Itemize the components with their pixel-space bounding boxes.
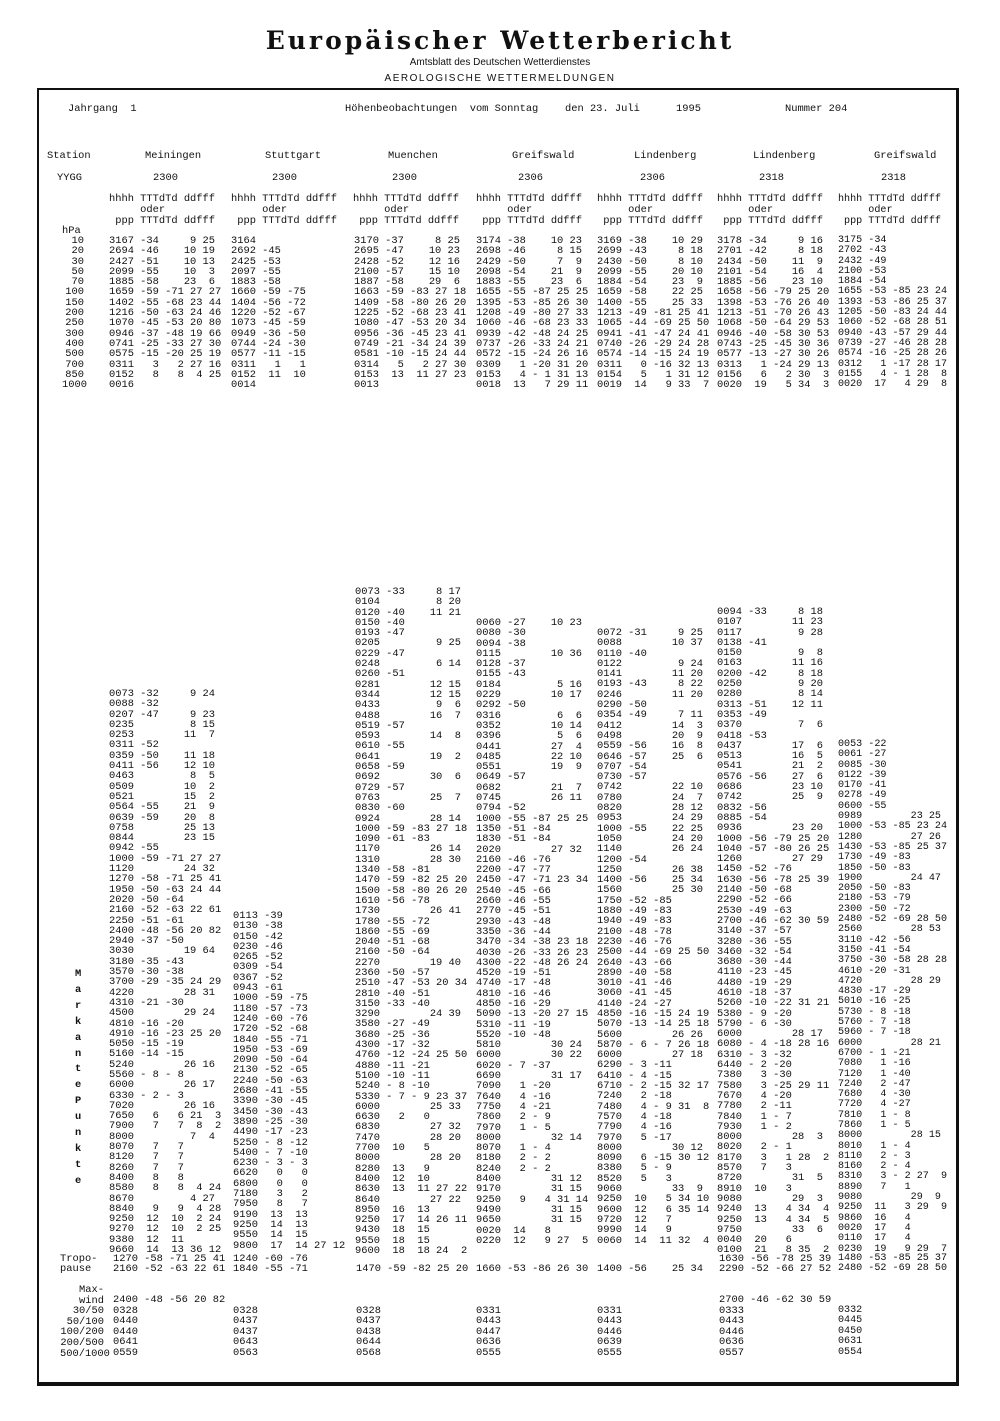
maxwind-levels: Max- wind 30/50 50/100 100/200 200/500 500/1000 (60, 1284, 110, 1360)
vertical-letter: u (75, 1111, 82, 1124)
station-yygg: 2300 (392, 172, 417, 184)
vertical-letter: r (75, 999, 82, 1012)
tropopause-data: 1480 -53 -85 25 37 2480 -52 -69 28 50 (838, 1253, 948, 1275)
tropopause-data: 1470 -59 -82 25 20 (356, 1263, 469, 1275)
report-date: den 23. Juli (565, 103, 640, 115)
markante-punkte-label (75, 967, 81, 1190)
jahrgang-label: Jahrgang 1 (68, 103, 137, 115)
station-yygg: 2300 (272, 172, 297, 184)
station-yygg: 2306 (640, 172, 665, 184)
vertical-letter: n (75, 1047, 82, 1060)
maxwind-data: 0331 0443 0446 0639 0555 (597, 1304, 622, 1359)
maxwind-data: 2400 -48 -56 20 82 0328 0440 0440 0641 0559 (113, 1294, 226, 1359)
significant-levels: 0060 -27 10 23 0080 -30 0094 -38 0115 10 36 0128 -37 0155 -43 0184 5 16 0229 10 17 0292 -50 0316 6 6 0352 10 14 0396 5 6 0441 27 4 0485 22 10 0551 19 9 0649 -57 0682 21 7 0745 26 11 0794 -52 1000 -55 -87 25 25 1350 -51 -84 1830 -51 -84 2020 27 32 2160 -46 -76 2200 -47 -77 2450 -47 -71 23 34 2540 -45 -66 2660 -46 -55 2770 -45 -51 2930 -43 -48 3350 -36 -44 3470 -34 -38 23 18 4030 -26 -33 26 23 4300 -22 -48 26 24 4520 -19 -51 4740 -17 -48 4810 -16 -46 4850 -16 -29 5090 -13 -20 27 15 5310 -11 -19 5520 -10 -48 5810 30 24 6000 30 22 6020 - 7 -37 6690 31 17 7090 1 -20 7640 4 -16 7750 4 -21 7860 2 - 9 7970 1 - 5 8000 32 14 8070 1 - 4 8180 2 - 2 8240 2 - 2 8400 31 12 9170 31 15 9250 9 4 31 14 9490 31 15 9650 31 15 0020 14 8 0220 12 9 27 5 (476, 617, 589, 1247)
column-header: hhhh TTTdTd ddfff oder ppp TTTdTd ddfff (476, 193, 583, 227)
column-header: hhhh TTTdTd ddfff oder ppp TTTdTd ddfff (717, 193, 824, 227)
vertical-letter: n (75, 1127, 82, 1140)
vertical-letter: P (75, 1095, 82, 1108)
vertical-letter: a (75, 983, 82, 996)
significant-levels: 0053 -22 0061 -27 0085 -30 0122 -39 0170 -41 0278 -49 0600 -55 0989 23 25 1000 -53 -85 23 24 1280 27 26 1430 -53 -85 25 37 1730 -49 -83 1850 -50 -83 1900 24 47 2050 -50 -83 2180 -53 -79 2300 -50 -72 2480 -52 -69 28 50 2560 28 53 3110 -42 -56 3150 -41 -54 3750 -30 -58 28 28 4610 -20 -31 4720 28 29 4830 -17 -29 5010 -16 -25 5730 - 8 -18 5760 - 7 -18 5960 - 7 -18 6000 28 21 6700 - 1 -21 7080 1 -16 7120 1 -40 7240 2 -47 7680 4 -30 7720 4 -27 7810 1 - 8 7860 1 - 5 8000 28 15 8010 1 - 4 8110 2 - 3 8160 2 - 4 8310 3 - 2 27 9 8890 7 1 9080 29 9 9250 11 3 29 9 9860 16 4 0020 17 4 0110 17 4 0230 19 9 29 7 (838, 739, 948, 1255)
tropopause-data: 1630 -56 -78 25 39 2290 -52 -66 27 52 (719, 1253, 832, 1276)
vertical-letter: M (75, 968, 82, 980)
significant-levels: 0094 -33 8 18 0107 11 23 0117 9 28 0138 -41 0150 9 8 0163 11 16 0200 -42 8 18 0250 9 20 0280 8 14 0313 -51 12 11 0353 -49 0370 7 6 0418 -53 0437 17 6 0513 16 5 0541 21 2 0576 -56 27 6 0686 23 10 0742 25 9 0832 -56 0885 -54 0936 23 20 1000 -56 -79 25 20 1040 -57 -80 26 25 1260 27 29 1450 -52 -76 1630 -56 -78 25 39 2140 -50 -68 2290 -52 -66 2530 -49 -63 2700 -46 -62 30 59 3140 -37 -57 3280 -36 -55 3460 -32 -54 3680 -30 -44 4110 -23 -45 4480 -19 -29 4610 -18 -37 5260 -10 -22 31 21 5380 - 9 -20 5790 - 6 -30 6000 28 17 6080 - 4 -18 28 16 6310 - 3 -32 6440 - 2 -20 7380 3 -30 7580 3 -25 29 11 7670 4 -20 7780 2 -11 7840 1 - 7 7930 1 - 2 8000 28 3 8020 2 - 1 8170 3 1 28 2 8570 7 3 8720 31 5 8910 10 3 9080 29 3 9240 13 4 34 4 9250 13 4 34 5 9750 33 6 0040 20 6 0100 21 8 35 2 (717, 606, 830, 1257)
tropopause-label: Tropo- pause (60, 1253, 98, 1276)
tropopause-data: 1240 -60 -76 1840 -55 -71 (233, 1253, 308, 1276)
vertical-letter: e (75, 1079, 82, 1092)
vertical-letter: t (75, 1063, 82, 1076)
station-yygg: 2318 (759, 172, 784, 184)
station-name: Meiningen (145, 150, 202, 162)
column-header: hhhh TTTdTd ddfff oder ppp TTTdTd ddfff (838, 194, 941, 227)
vertical-letter: a (75, 1031, 82, 1044)
standard-levels: 3175 -34 2702 -43 2432 -49 2100 -53 1884 -54 1655 -53 -85 23 24 1393 -53 -86 25 37 1205 -50 -83 24 44 1060 -52 -68 28 51 0940 -43 -57 29 44 0739 -27 -46 28 28 0574 -16 -25 28 26 0312 1 -17 28 17 0155 4 - 1 28 8 0020 17 4 29 8 (838, 235, 948, 391)
significant-levels: 0072 -31 9 25 0088 10 37 0110 -40 0122 9 24 0141 11 20 0193 -43 8 22 0246 11 20 0290 -50 0354 -49 7 11 0412 14 3 0498 20 9 0559 -56 16 8 0646 -57 25 6 0707 -54 0730 -57 0742 22 10 0780 24 7 0820 28 12 0953 24 29 1000 -55 22 25 1050 24 20 1140 26 24 1200 -54 1250 26 38 1400 -56 25 34 1560 25 30 1750 -52 -85 1880 -49 -83 1940 -49 -83 2100 -48 -78 2230 -46 -76 2500 -44 -69 25 50 2640 -43 -66 2890 -40 -58 3010 -41 -46 3060 -41 -45 4140 -24 -27 4850 -16 -15 24 19 5070 -13 -14 25 18 5600 26 26 5870 - 6 - 7 26 18 6000 27 18 6290 - 3 -11 6410 - 4 -15 6710 - 2 -15 32 17 7240 2 -18 7480 4 - 9 31 8 7570 4 -18 7790 4 -16 7970 5 -17 8000 30 12 8090 6 -15 30 12 8380 5 - 9 8520 5 3 9060 33 9 9250 10 5 34 10 9600 12 6 35 14 9720 12 7 9990 14 9 0060 14 11 32 4 (597, 627, 710, 1247)
maxwind-data: 0328 0437 0438 0644 0568 (356, 1304, 381, 1359)
station-yygg: 2306 (518, 172, 543, 184)
tropopause-data: 1400 -56 25 34 (597, 1263, 704, 1275)
vertical-letter: e (75, 1174, 82, 1187)
maxwind-data: 0331 0443 0447 0636 0555 (476, 1304, 501, 1359)
standard-levels: 3170 -37 8 25 2695 -47 10 23 2428 -52 12 16 2100 -57 15 10 1887 -58 29 6 1663 -59 -83 27 18 1409 -58 -80 26 20 1225 -52 -68 23 41 1080 -47 -53 20 34 0956 -36 -45 23 41 0749 -21 -34 24 39 0581 -10 -15 24 44 0314 5 2 27 30 0153 13 11 27 23 0013 (354, 235, 467, 392)
standard-levels: 3178 -34 9 16 2701 -42 8 18 2434 -50 11 9 2101 -54 16 4 1885 -56 23 10 1658 -56 -79 25 20 1398 -53 -76 26 40 1213 -51 -70 26 43 1068 -50 -64 29 53 0946 -40 -58 30 53 0743 -25 -45 30 36 0577 -13 -27 30 26 0313 1 -24 29 13 0156 6 2 30 3 0020 19 5 34 3 (717, 235, 830, 392)
standard-levels: 3174 -38 10 23 2698 -46 8 15 2429 -50 7 9 2098 -54 21 9 1883 -55 23 6 1655 -55 -87 25 25 1395 -53 -85 26 30 1208 -49 -80 27 33 1060 -46 -68 23 33 0939 -42 -48 24 25 0737 -26 -33 24 21 0572 -15 -24 26 16 0309 1 -20 31 20 0153 4 - 1 31 13 0018 13 7 29 11 (476, 235, 589, 392)
tropopause-data: 1270 -58 -71 25 41 2160 -52 -63 22 61 (113, 1253, 226, 1276)
vertical-letter: k (75, 1015, 82, 1028)
publisher-subtitle: Amtsblatt des Deutschen Wetterdienstes (409, 57, 591, 68)
hpa-label: hPa (62, 225, 81, 237)
vertical-letter: k (75, 1142, 82, 1155)
station-name: Lindenberg (753, 150, 816, 162)
column-header: hhhh TTTdTd ddfff oder ppp TTTdTd ddfff (597, 193, 704, 227)
standard-levels: 3169 -38 10 29 2699 -43 8 18 2430 -50 8 10 2099 -55 20 10 1884 -54 23 9 1659 -58 22 25 1400 -55 25 33 1213 -49 -81 25 41 1065 -44 -69 25 50 0941 -41 -47 24 41 0740 -26 -29 24 28 0574 -14 -15 24 19 0311 0 -16 32 13 0154 5 1 31 12 0019 14 9 33 7 (597, 235, 710, 392)
pressure-levels: 10 20 30 50 70 100 150 200 250 300 400 500 700 850 1000 (62, 235, 87, 392)
report-number: Nummer 204 (785, 103, 848, 115)
maxwind-data: 0328 0437 0437 0643 0563 (233, 1304, 258, 1359)
standard-levels: 3167 -34 9 25 2694 -46 10 19 2427 -51 10 13 2099 -55 10 3 1885 -58 23 6 1659 -59 -71 27 27 1402 -55 -68 23 44 1216 -50 -63 24 46 1070 -45 -53 20 80 0946 -37 -48 19 66 0741 -25 -33 27 30 0575 -15 -20 25 19 0311 3 2 27 16 0152 8 8 4 25 0016 (109, 235, 222, 392)
station-name: Stuttgart (265, 150, 322, 162)
maxwind-data: 0332 0445 0450 0631 0554 (838, 1304, 863, 1358)
column-header: hhhh TTTdTd ddfff oder ppp TTTdTd ddfff (353, 193, 460, 227)
station-name: Muenchen (388, 150, 438, 162)
significant-levels: 0073 -33 8 17 0104 8 20 0120 -40 11 21 0150 -40 0193 -47 0205 9 25 0229 -47 0248 6 14 0260 -51 0281 12 15 0344 12 15 0433 9 6 0488 16 7 0519 -57 0593 14 8 0610 -55 0641 19 2 0658 -59 0692 30 6 0729 -57 0763 25 7 0830 -60 0924 28 14 1000 -59 -83 27 18 1090 -61 -83 1170 26 14 1310 28 30 1340 -58 -81 1470 -59 -82 25 20 1500 -58 -80 26 20 1610 -56 -78 1730 26 41 1780 -55 -72 1860 -55 -69 2040 -51 -68 2160 -50 -64 2270 19 40 2360 -50 -57 2510 -47 -53 20 34 2810 -40 -51 3150 -33 -40 3290 24 39 3580 -27 -49 3680 -25 -36 4300 -17 -32 4760 -12 -24 25 50 4880 -11 -21 5100 -10 -11 5240 - 8 -10 5330 - 7 - 9 23 37 6000 25 33 6630 2 0 6830 27 32 7470 28 20 7700 10 5 8000 28 20 8280 13 9 8400 12 10 8630 13 11 27 22 8640 27 22 8950 16 13 9250 17 14 26 11 9430 18 15 9550 18 15 9600 18 18 24 2 (355, 586, 468, 1257)
column-header: hhhh TTTdTd ddfff oder ppp TTTdTd ddfff (109, 193, 216, 227)
yygg-row-label: YYGG (57, 172, 82, 184)
station-name: Greifswald (874, 150, 937, 162)
column-header: hhhh TTTdTd ddfff oder ppp TTTdTd ddfff (231, 193, 338, 227)
station-yygg: 2300 (153, 172, 178, 184)
standard-levels: 3164 2692 -45 2425 -53 2097 -55 1883 -58 1660 -59 -75 1404 -56 -72 1220 -52 -67 1073 -45 -59 0949 -36 -50 0744 -24 -30 0577 -11 -15 0311 1 1 0152 11 10 0014 (231, 235, 306, 392)
station-name: Greifswald (512, 150, 575, 162)
section-title: AEROLOGISCHE WETTERMELDUNGEN (384, 73, 616, 84)
observation-label: Höhenbeobachtungen vom Sonntag (345, 103, 539, 115)
maxwind-data: 2700 -46 -62 30 59 0333 0443 0446 0636 0557 (719, 1294, 832, 1359)
page-title: Europäischer Wetterbericht (265, 26, 735, 55)
report-year: 1995 (676, 103, 701, 115)
station-name: Lindenberg (634, 150, 697, 162)
tropopause-data: 1660 -53 -86 26 30 (476, 1263, 589, 1275)
vertical-letter: t (75, 1158, 82, 1171)
significant-levels: 0113 -39 0130 -38 0150 -42 0230 -46 0265 -52 0309 -54 0367 -52 0943 -61 1000 -59 -75 1180 -57 -73 1240 -60 -76 1720 -52 -68 1840 -55 -71 1950 -53 -69 2090 -50 -64 2130 -52 -65 2240 -50 -63 2680 -41 -55 3390 -30 -45 3450 -30 -43 3890 -25 -30 4490 -17 -23 5250 - 8 -12 5400 - 7 -10 6230 - 3 - 3 6620 0 0 6800 0 0 7180 3 2 7950 8 7 9190 13 13 9250 14 13 9550 14 15 9800 17 14 27 12 (233, 910, 346, 1252)
station-yygg: 2318 (881, 172, 906, 184)
station-row-label: Station (47, 150, 91, 162)
significant-levels: 0073 -32 9 24 0088 -32 0207 -47 9 23 0235 8 15 0253 11 7 0311 -52 0359 -50 11 18 0411 -56 12 10 0463 8 5 0509 10 2 0521 15 2 0564 -55 21 9 0639 -59 20 8 0758 25 13 0844 23 15 0942 -55 1000 -59 -71 27 27 1120 24 32 1270 -58 -71 25 41 1950 -50 -63 24 44 2020 -50 -64 2160 -52 -63 22 61 2250 -51 -61 2400 -48 -56 20 82 2940 -37 -50 3030 19 64 3180 -35 -43 3570 -30 -38 3700 -29 -35 24 29 4220 28 31 4310 -21 -30 4500 29 24 4810 -16 -20 4910 -16 -23 25 20 5050 -15 -19 5160 -14 -15 5240 26 16 5560 - 8 - 8 6000 26 17 6330 - 2 - 3 7020 26 16 7650 6 6 21 3 7900 7 7 8 2 8000 7 4 8070 7 7 8120 7 7 8260 7 7 8400 8 8 8580 8 8 4 24 8670 4 27 8840 9 9 4 28 9250 12 10 2 24 9270 12 10 2 25 9380 12 11 9660 14 13 36 12 (109, 688, 222, 1257)
